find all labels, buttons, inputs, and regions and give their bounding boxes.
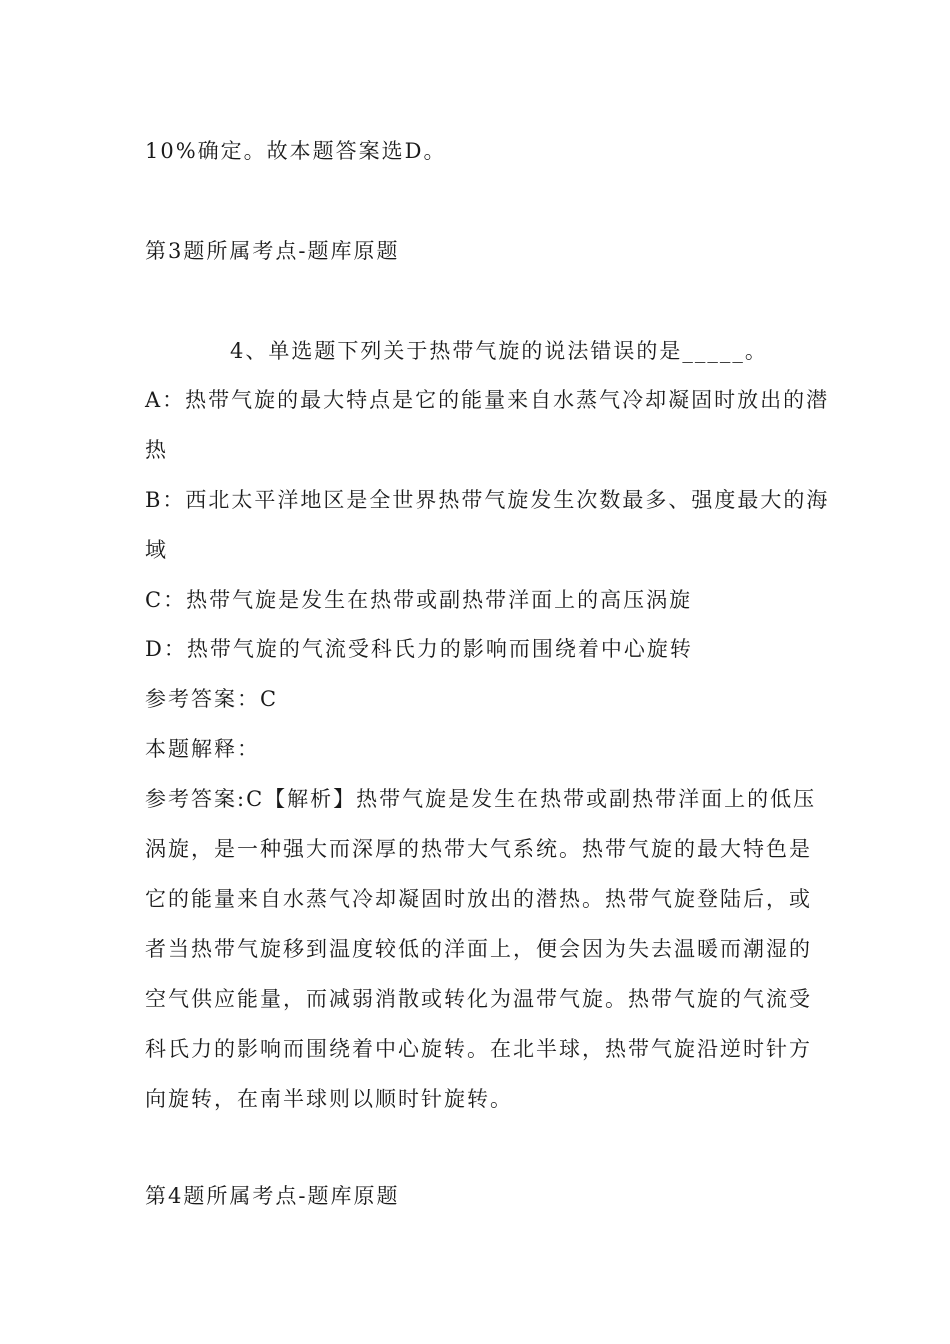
explanation-line: 空气供应能量，而减弱消散或转化为温带气旋。热带气旋的气流受 <box>145 987 812 1011</box>
option-d: D：热带气旋的气流受科氏力的影响而围绕着中心旋转 <box>145 637 693 661</box>
explanation-line: 涡旋，是一种强大而深厚的热带大气系统。热带气旋的最大特色是 <box>145 837 812 861</box>
option-b-line1: B：西北太平洋地区是全世界热带气旋发生次数最多、强度最大的海 <box>145 488 830 512</box>
q4-source-label: 第4题所属考点-题库原题 <box>145 1184 400 1208</box>
explanation-body <box>145 784 817 1114</box>
explanation-line: 它的能量来自水蒸气冷却凝固时放出的潜热。热带气旋登陆后，或 <box>145 887 812 911</box>
explanation-line: 者当热带气旋移到温度较低的洋面上，便会因为失去温暖而潮湿的 <box>145 937 812 961</box>
reference-answer: 参考答案：C <box>145 687 279 711</box>
option-a-line1: A：热带气旋的最大特点是它的能量来自水蒸气冷却凝固时放出的潜 <box>145 388 830 412</box>
option-b-line2: 域 <box>145 538 168 562</box>
question-stem: 4、单选题下列关于热带气旋的说法错误的是_____。 <box>230 339 768 363</box>
option-a <box>145 385 830 465</box>
option-a-line2: 热 <box>145 438 168 462</box>
option-c: C：热带气旋是发生在热带或副热带洋面上的高压涡旋 <box>145 588 693 612</box>
explanation-line: 向旋转，在南半球则以顺时针旋转。 <box>145 1087 513 1111</box>
option-b <box>145 485 830 565</box>
explanation-line: 科氏力的影响而围绕着中心旋转。在北半球，热带气旋沿逆时针方 <box>145 1037 812 1061</box>
explanation-heading: 本题解释： <box>145 737 260 761</box>
previous-answer-tail: 10%确定。故本题答案选D。 <box>145 139 447 163</box>
q3-source-label: 第3题所属考点-题库原题 <box>145 239 400 263</box>
explanation-line: 参考答案:C【解析】热带气旋是发生在热带或副热带洋面上的低压 <box>145 787 817 811</box>
